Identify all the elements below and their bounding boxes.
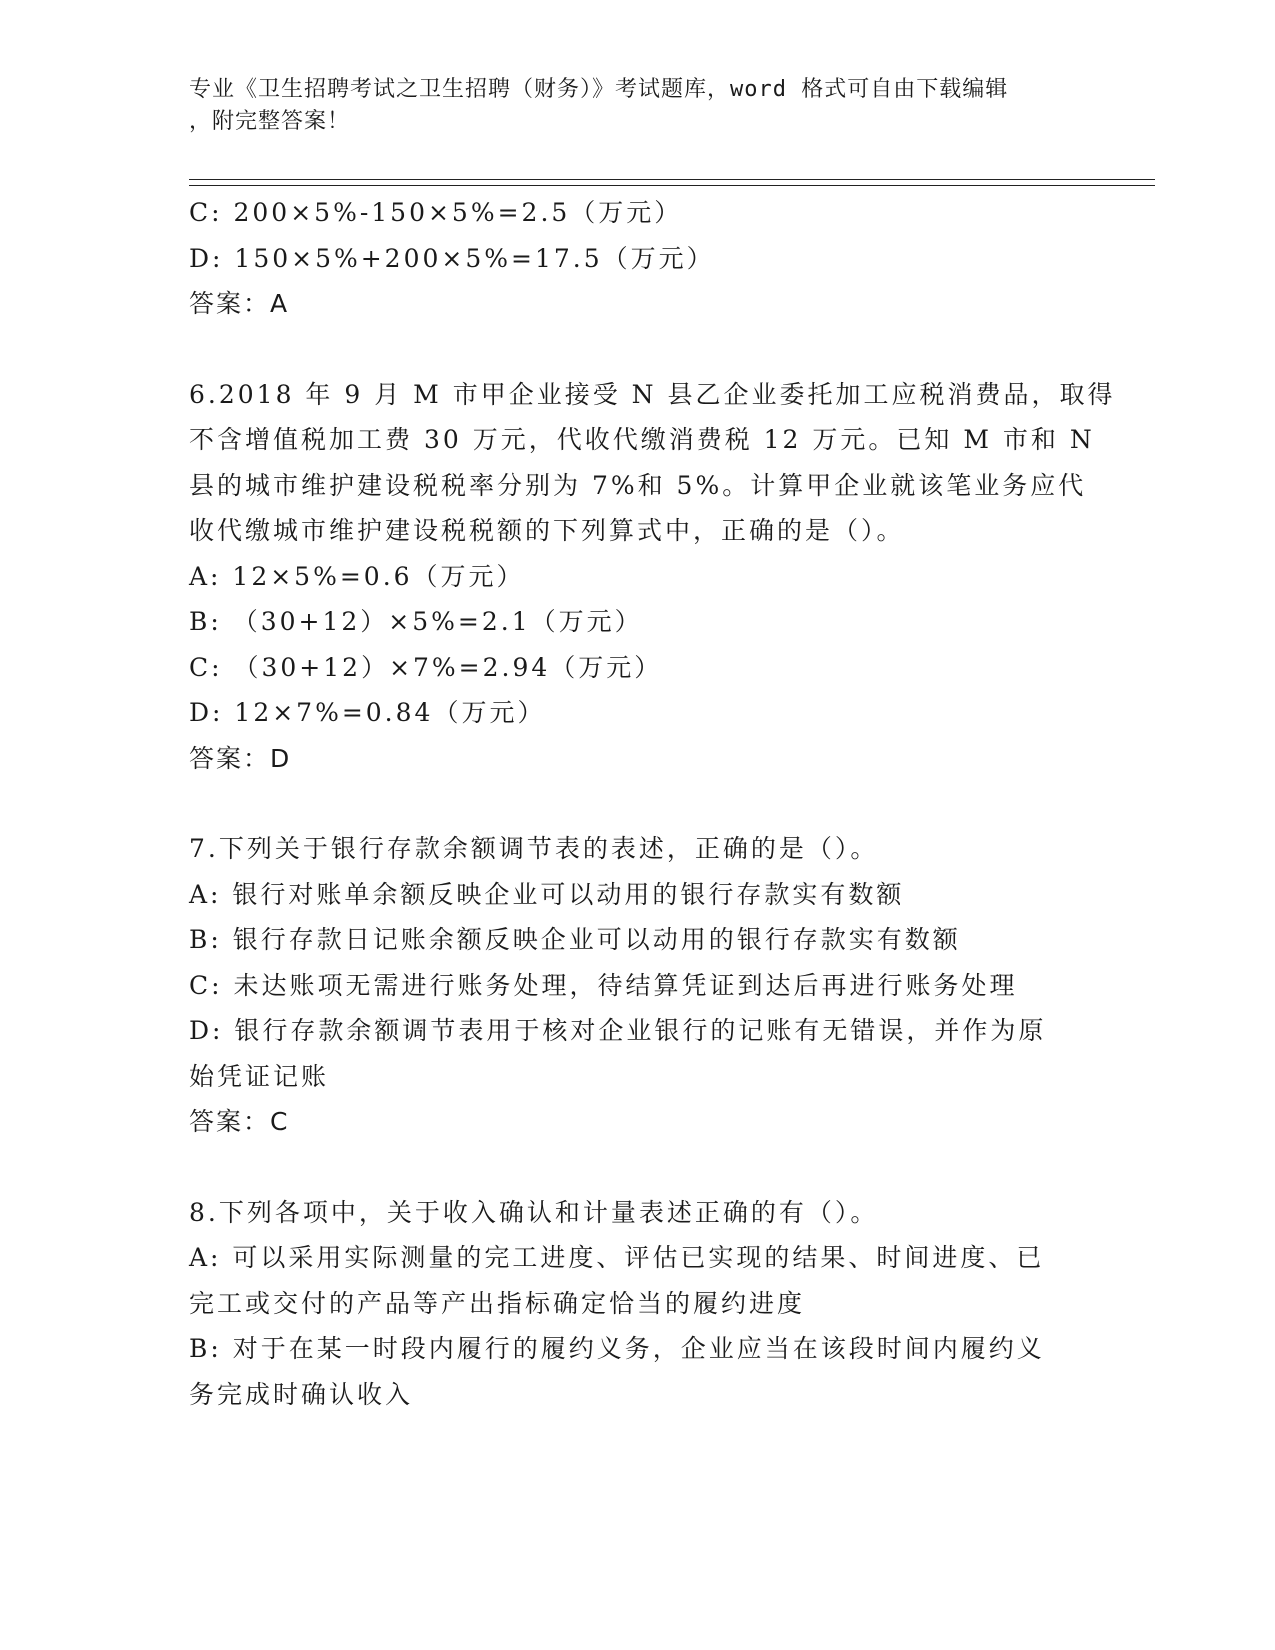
- option-d-line-2: 始凭证记账: [189, 1061, 330, 1091]
- header-rule-bottom: [189, 185, 1155, 186]
- option-b: B: 银行存款日记账余额反映企业可以动用的银行存款实有数额: [189, 925, 961, 954]
- header-rule-top: [189, 179, 1155, 180]
- question-stem-line: 收代缴城市维护建设税税额的下列算式中，正确的是（）。: [189, 516, 905, 545]
- question-stem-line: 不含增值税加工费 30 万元，代收代缴消费税 12 万元。已知 M 市和 N: [189, 425, 1095, 454]
- answer: 答案：D: [189, 743, 292, 773]
- option-b-line-1: B: 对于在某一时段内履行的履约义务，企业应当在该段时间内履约义: [189, 1334, 1045, 1363]
- option-b: B: （30+12）×5%=2.1（万元）: [189, 607, 643, 636]
- answer: 答案：C: [189, 1107, 290, 1136]
- option-c: C: 200×5%-150×5%=2.5（万元）: [189, 198, 683, 227]
- question-5-tail: [189, 190, 1089, 327]
- question-content: [189, 190, 1116, 1417]
- option-a-line-1: A: 可以采用实际测量的完工进度、评估已实现的结果、时间进度、已: [189, 1243, 1045, 1272]
- question-stem: 8.下列各项中，关于收入确认和计量表述正确的有（）。: [189, 1197, 879, 1227]
- option-c: C: （30+12）×7%=2.94（万元）: [189, 652, 663, 682]
- question-8: [189, 1190, 1089, 1418]
- answer: 答案：A: [189, 289, 290, 318]
- header-line-2: ，附完整答案！: [189, 109, 351, 134]
- question-stem-line: 县的城市维护建设税税率分别为 7%和 5%。计算甲企业就该笔业务应代: [189, 470, 1087, 500]
- option-a: A: 12×5%=0.6（万元）: [189, 561, 525, 591]
- question-6: [189, 372, 1116, 782]
- option-b-line-2: 务完成时确认收入: [189, 1379, 414, 1409]
- option-d-line-1: D: 银行存款余额调节表用于核对企业银行的记账有无错误，并作为原: [189, 1016, 1047, 1045]
- option-c: C: 未达账项无需进行账务处理，待结算凭证到达后再进行账务处理: [189, 970, 1018, 1000]
- option-a: A: 银行对账单余额反映企业可以动用的银行存款实有数额: [189, 879, 905, 909]
- question-stem: 7.下列关于银行存款余额调节表的表述，正确的是（）。: [189, 834, 879, 863]
- question-7: [189, 826, 1089, 1145]
- option-d: D: 150×5%+200×5%=17.5（万元）: [189, 243, 715, 273]
- option-a-line-2: 完工或交付的产品等产出指标确定恰当的履约进度: [189, 1288, 806, 1318]
- option-d: D: 12×7%=0.84（万元）: [189, 698, 546, 727]
- header-line-1: 专业《卫生招聘考试之卫生招聘（财务）》考试题库，word 格式可自由下载编辑: [189, 77, 1009, 102]
- question-stem-line: 6.2018 年 9 月 M 市甲企业接受 N 县乙企业委托加工应税消费品，取得: [189, 379, 1116, 409]
- document-header: [189, 74, 1089, 138]
